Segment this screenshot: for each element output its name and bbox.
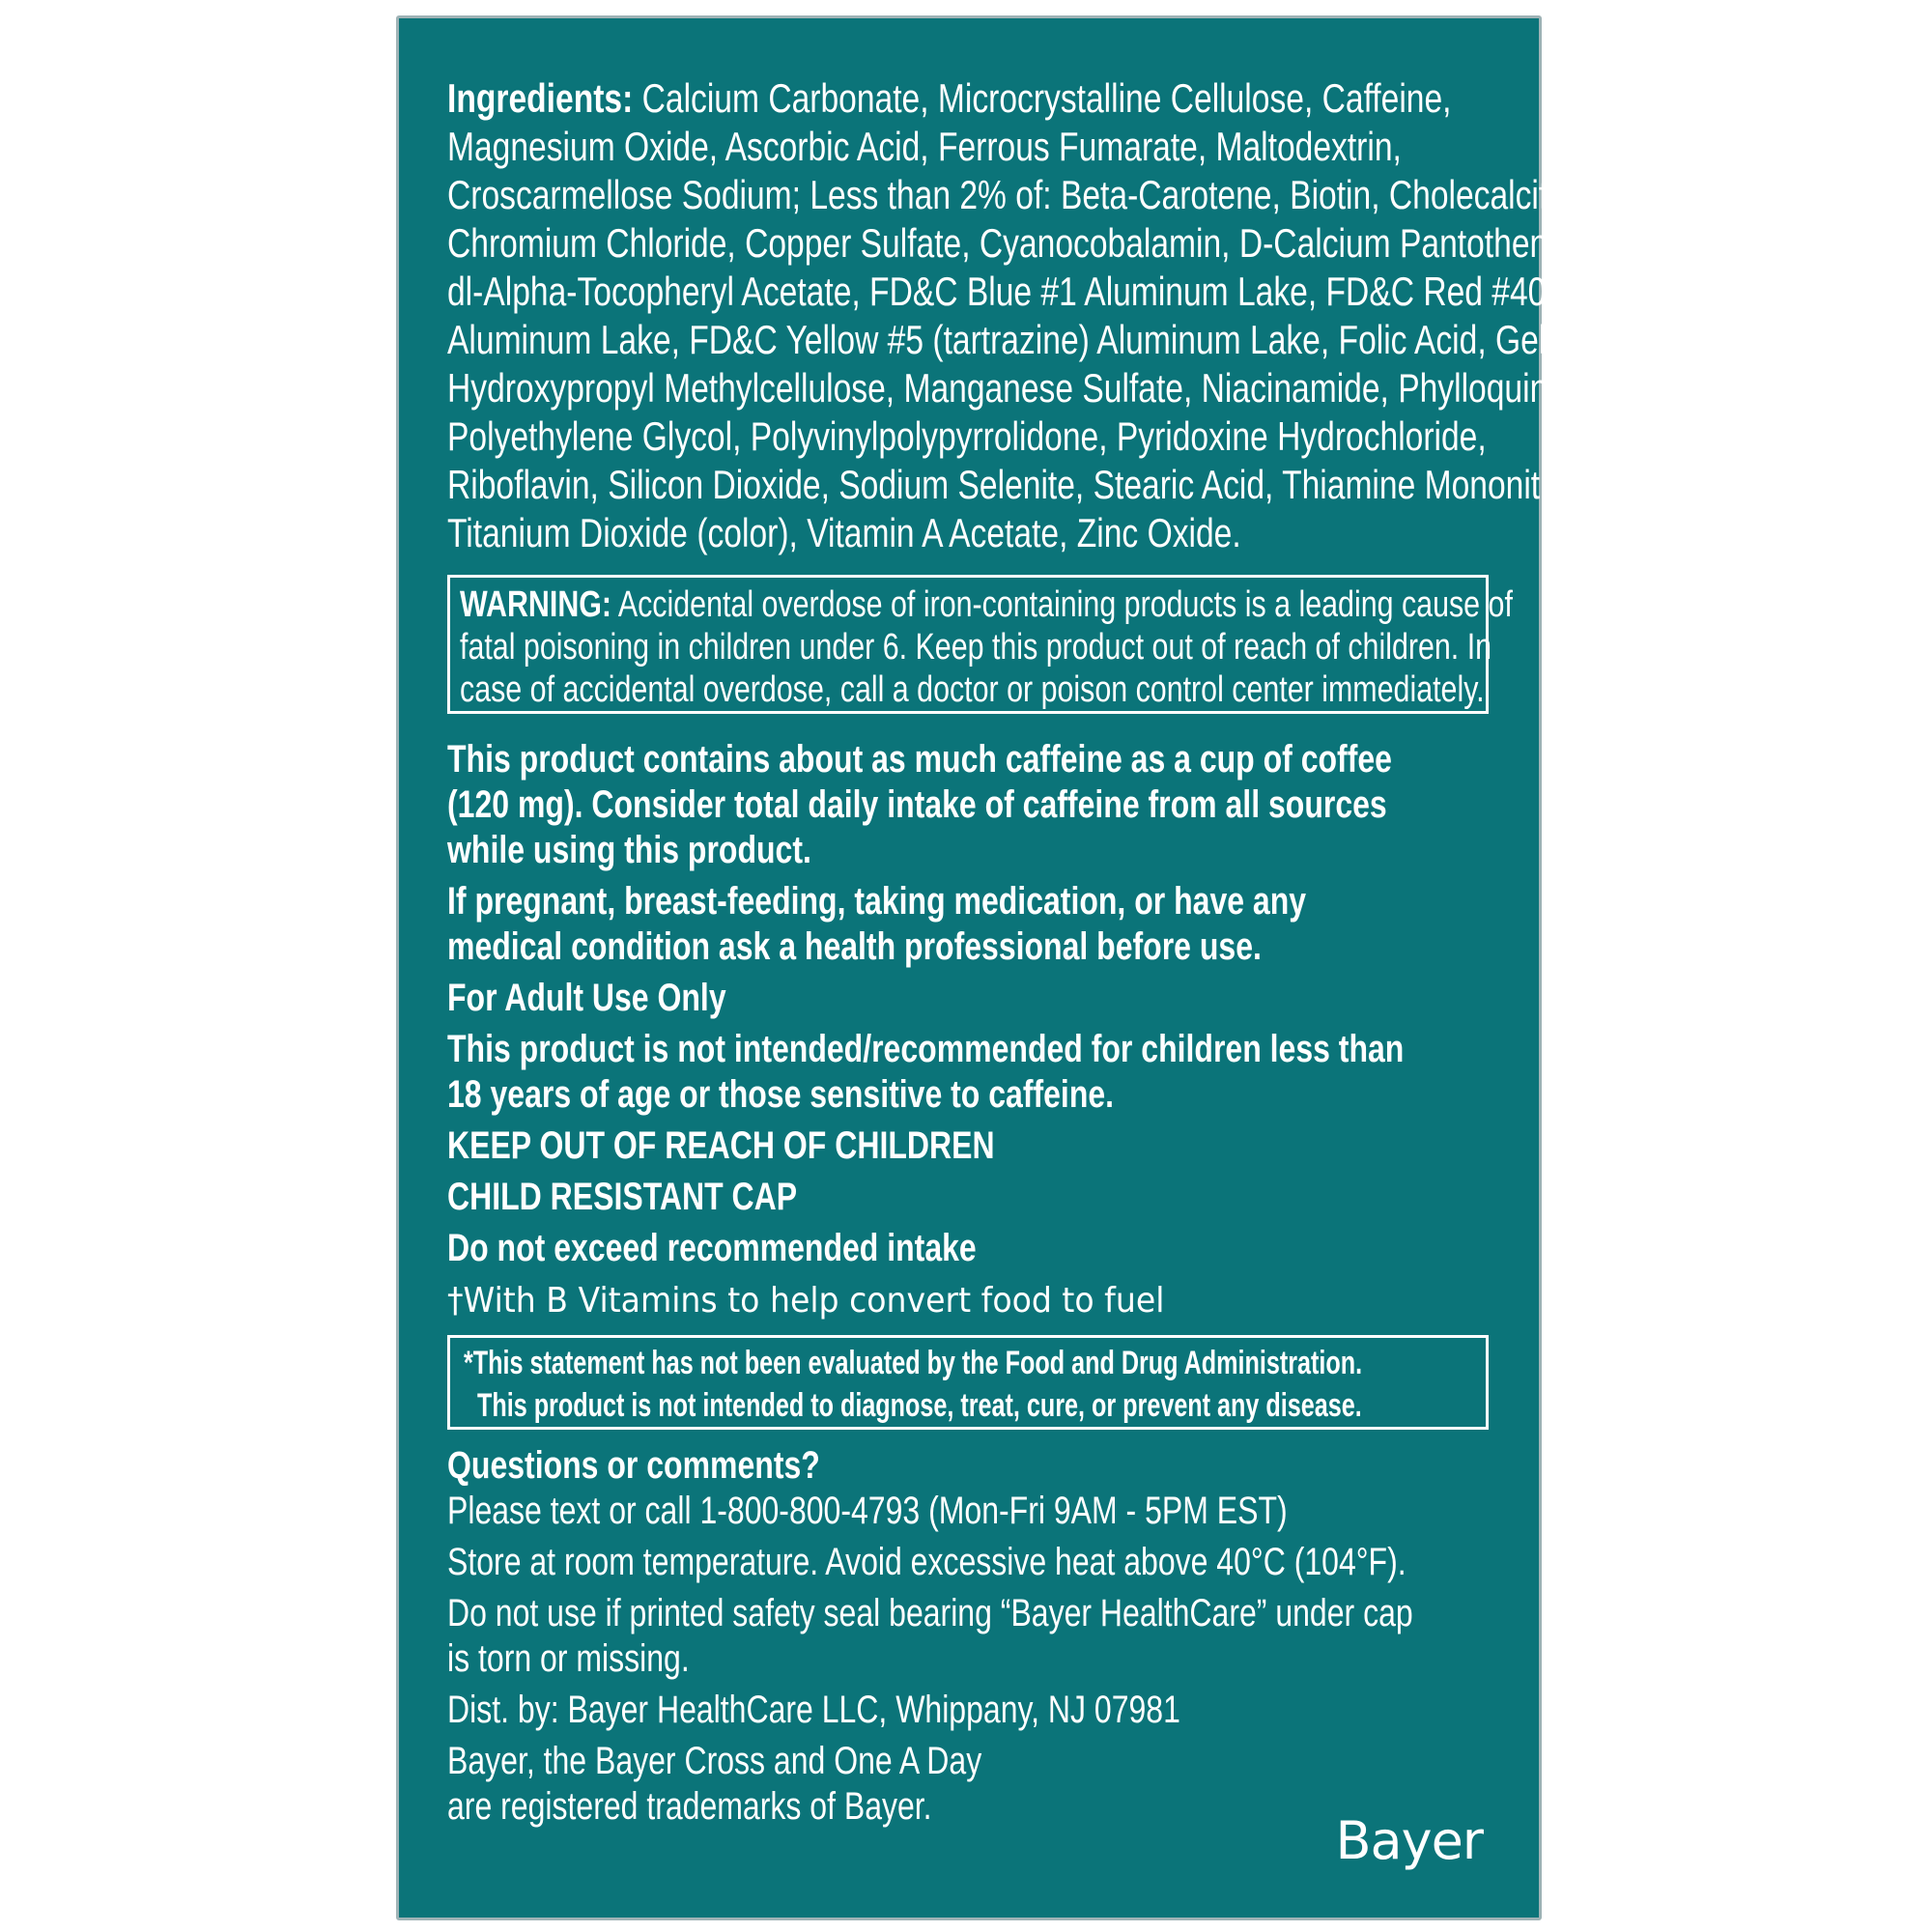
label-content bbox=[447, 74, 1611, 1835]
ingredients-text: Croscarmellose Sodium; Less than 2% of: Beta-Carotene, Biotin, Cholecalciferol, bbox=[447, 172, 1611, 217]
tagline-text: †With B Vitamins to help convert food to fuel bbox=[447, 1281, 1165, 1321]
contact-text: Please text or call 1-800-800-4793 (Mon-Fri 9AM - 5PM EST) bbox=[447, 1490, 1288, 1532]
caffeine-notice-line: (120 mg). Consider total daily intake of caffeine from all sources bbox=[447, 783, 1387, 826]
ingredients-label: Ingredients: bbox=[447, 75, 634, 121]
ingredients-text: Chromium Chloride, Copper Sulfate, Cyanocobalamin, D-Calcium Pantothenate, bbox=[447, 220, 1603, 266]
ingredients-line bbox=[447, 316, 1607, 364]
ingredients-text: Titanium Dioxide (color), Vitamin A Acetate, Zinc Oxide. bbox=[447, 510, 1241, 555]
intake-text: Do not exceed recommended intake bbox=[447, 1227, 977, 1269]
keep-out-text: KEEP OUT OF REACH OF CHILDREN bbox=[447, 1124, 995, 1167]
ingredients-line bbox=[447, 74, 1510, 123]
warning-text: fatal poisoning in children under 6. Keep this product out of reach of children. In bbox=[460, 627, 1492, 668]
seal-notice-line: Do not use if printed safety seal bearing “Bayer HealthCare” under cap bbox=[447, 1592, 1413, 1634]
ingredients-line bbox=[447, 364, 1611, 412]
warning-line bbox=[460, 668, 1485, 711]
ingredients-line bbox=[447, 509, 1510, 557]
caffeine-notice bbox=[447, 737, 1510, 873]
storage-line bbox=[447, 1540, 1510, 1585]
label-panel bbox=[396, 15, 1611, 1920]
ingredients-text: Calcium Carbonate, Microcrystalline Cellulose, Caffeine, bbox=[633, 75, 1452, 121]
ingredients-line bbox=[447, 268, 1547, 316]
warning-label: WARNING: bbox=[460, 584, 612, 625]
fda-disclaimer-line: This product is not intended to diagnose, treat, cure, or prevent any disease. bbox=[464, 1387, 1362, 1424]
ingredients-text: Polyethylene Glycol, Polyvinylpolypyrrolidone, Pyridoxine Hydrochloride, bbox=[447, 413, 1487, 459]
ingredients-section bbox=[447, 74, 1611, 557]
pregnancy-notice-line: If pregnant, breast-feeding, taking medication, or have any bbox=[447, 880, 1307, 923]
b-vitamins-tagline bbox=[447, 1277, 1510, 1325]
fda-disclaimer-line: *This statement has not been evaluated by the Food and Drug Administration. bbox=[464, 1345, 1363, 1381]
questions-heading bbox=[447, 1443, 1510, 1489]
ingredients-text: Hydroxypropyl Methylcellulose, Manganese Sulfate, Niacinamide, Phylloquinone, bbox=[447, 365, 1611, 411]
keep-out-notice bbox=[447, 1123, 1510, 1169]
bayer-logo: Bayer bbox=[1335, 1810, 1483, 1871]
intake-notice bbox=[447, 1226, 1510, 1271]
fda-disclaimer-box bbox=[447, 1335, 1489, 1430]
warning-text: Accidental overdose of iron-containing products is a leading cause of bbox=[611, 584, 1513, 625]
seal-notice-line: is torn or missing. bbox=[447, 1637, 690, 1680]
ingredients-text: dl-Alpha-Tocopheryl Acetate, FD&C Blue #1 Aluminum Lake, FD&C Red #40 bbox=[447, 269, 1547, 314]
ingredients-text: Magnesium Oxide, Ascorbic Acid, Ferrous Fumarate, Maltodextrin, bbox=[447, 124, 1402, 169]
children-notice-line: 18 years of age or those sensitive to caffeine. bbox=[447, 1073, 1115, 1116]
child-cap-notice bbox=[447, 1175, 1510, 1220]
ingredients-line bbox=[447, 219, 1603, 268]
iron-warning-box bbox=[447, 575, 1513, 714]
contact-and-storage bbox=[447, 1443, 1510, 1830]
warning-line bbox=[460, 626, 1492, 668]
pregnancy-notice-line: medical condition ask a health professional before use. bbox=[447, 925, 1262, 968]
ingredients-text: Aluminum Lake, FD&C Yellow #5 (tartrazine) Aluminum Lake, Folic Acid, Gelatin, bbox=[447, 317, 1607, 362]
seal-notice bbox=[447, 1591, 1510, 1682]
caffeine-notice-line: while using this product. bbox=[447, 829, 811, 871]
contact-line bbox=[447, 1489, 1510, 1534]
warning-line bbox=[460, 583, 1513, 626]
safety-notices bbox=[447, 737, 1510, 1271]
adult-use-text: For Adult Use Only bbox=[447, 977, 726, 1019]
trademark-line: are registered trademarks of Bayer. bbox=[447, 1785, 932, 1828]
warning-text: case of accidental overdose, call a doctor or poison control center immediately. bbox=[460, 669, 1485, 710]
trademark-line: Bayer, the Bayer Cross and One A Day bbox=[447, 1740, 982, 1782]
storage-text: Store at room temperature. Avoid excessive heat above 40°C (104°F). bbox=[447, 1541, 1406, 1583]
distributor-text: Dist. by: Bayer HealthCare LLC, Whippany, NJ 07981 bbox=[447, 1689, 1180, 1731]
distributor-line bbox=[447, 1688, 1510, 1733]
questions-heading-text: Questions or comments? bbox=[447, 1444, 820, 1487]
ingredients-line bbox=[447, 461, 1605, 509]
adult-use-notice bbox=[447, 976, 1510, 1021]
ingredients-text: Riboflavin, Silicon Dioxide, Sodium Selenite, Stearic Acid, Thiamine Mononitrate, bbox=[447, 462, 1605, 507]
children-notice bbox=[447, 1027, 1510, 1118]
child-cap-text: CHILD RESISTANT CAP bbox=[447, 1176, 798, 1218]
ingredients-line bbox=[447, 412, 1510, 461]
ingredients-line bbox=[447, 123, 1510, 171]
caffeine-notice-line: This product contains about as much caffeine as a cup of coffee bbox=[447, 738, 1392, 781]
pregnancy-notice bbox=[447, 879, 1510, 970]
ingredients-line bbox=[447, 171, 1611, 219]
children-notice-line: This product is not intended/recommended for children less than bbox=[447, 1028, 1405, 1070]
